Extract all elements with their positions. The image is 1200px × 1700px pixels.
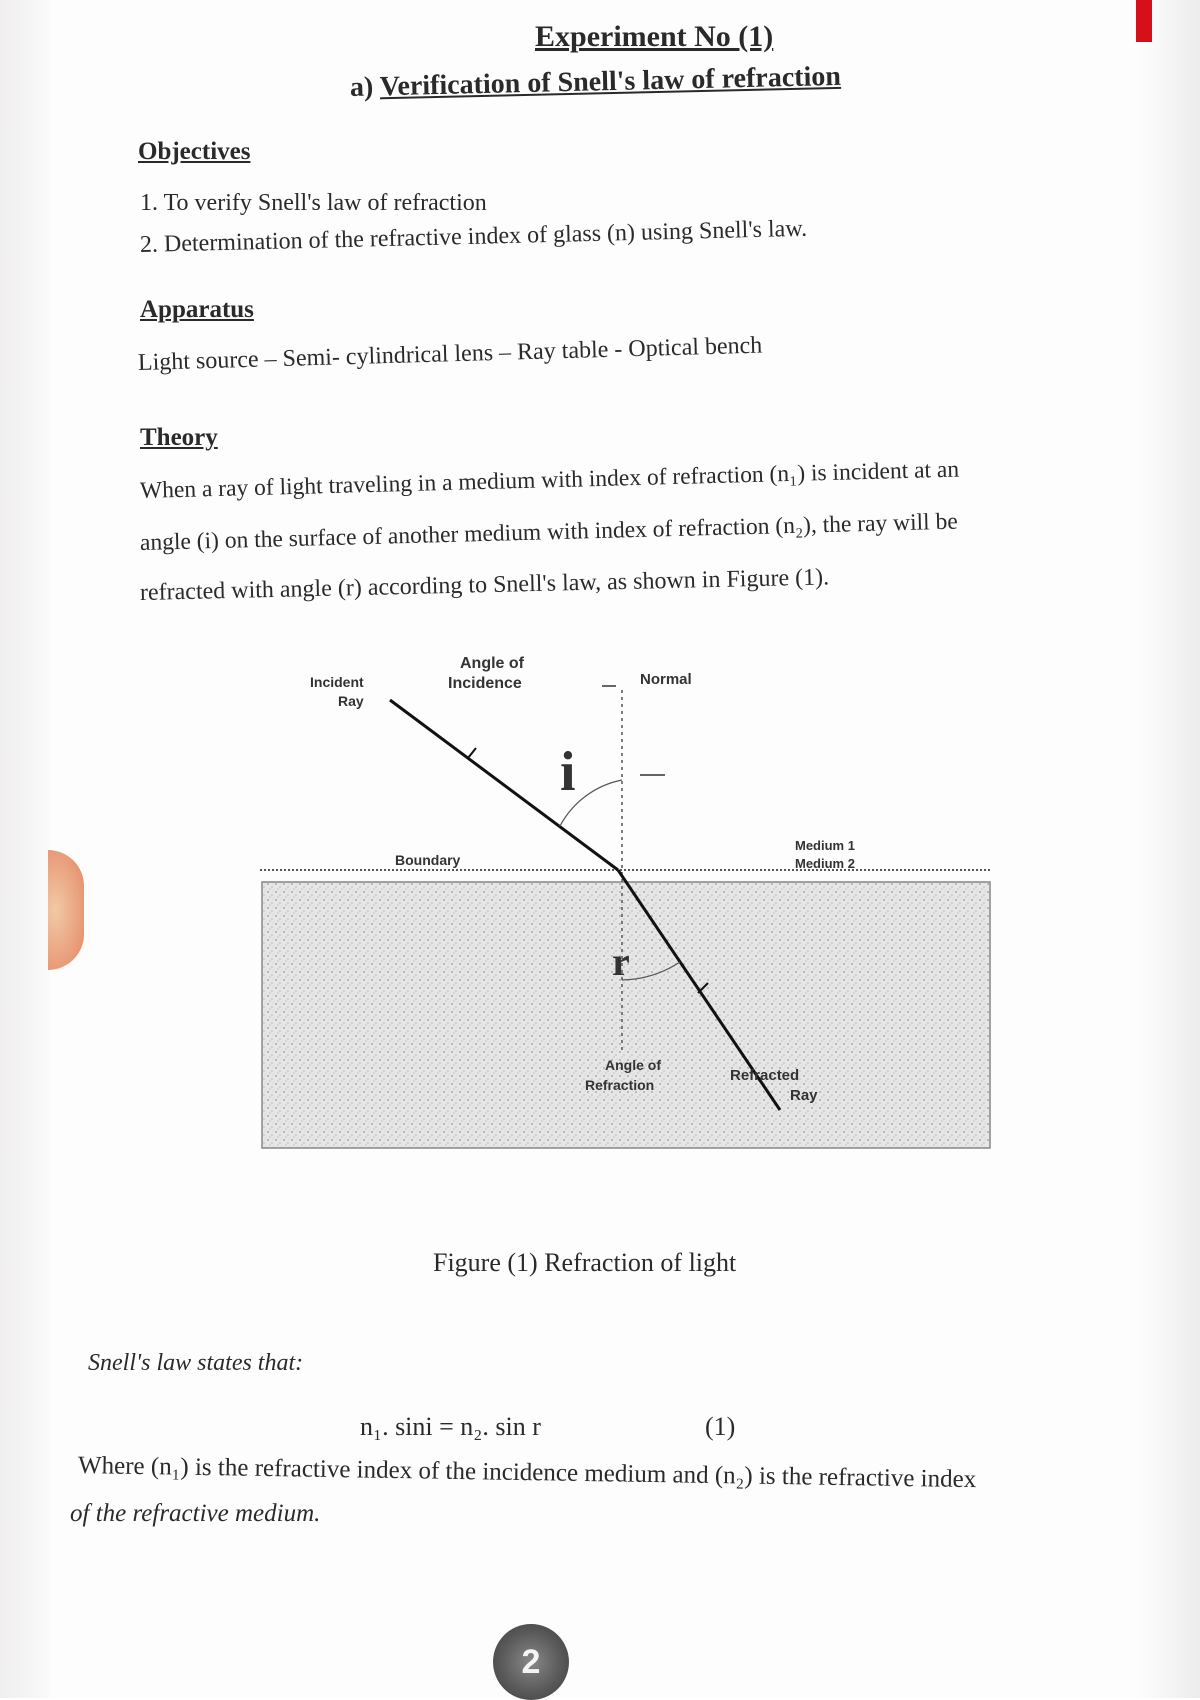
theory-line-3: refracted with angle (r) according to Snell's law, as shown in Figure (1). bbox=[139, 564, 830, 606]
label-normal: Normal bbox=[640, 671, 692, 688]
page-number-badge bbox=[493, 1624, 569, 1700]
label-r: r bbox=[612, 939, 630, 984]
objective-item-2: 2. Determination of the refractive index of glass (n) using Snell's law. bbox=[139, 215, 808, 258]
snell-where-line-1: Where (n₁) is the refractive index of the incidence medium and (n₂) is the refractive index bbox=[77, 1452, 977, 1494]
figure-caption: Figure (1) Refraction of light bbox=[433, 1248, 737, 1277]
experiment-title: Experiment No (1) bbox=[535, 20, 774, 53]
label-incident: Incident bbox=[310, 674, 364, 690]
objectives-heading: Objectives bbox=[138, 138, 251, 165]
subtitle-text: Verification of Snell's law of refraction bbox=[379, 60, 842, 103]
objective-item-1: 1. To verify Snell's law of refraction bbox=[140, 190, 487, 216]
snell-where-line-2: of the refractive medium. bbox=[70, 1500, 321, 1527]
page-number: 2 bbox=[521, 1642, 541, 1681]
apparatus-heading: Apparatus bbox=[140, 296, 254, 323]
incident-ray bbox=[390, 700, 618, 870]
label-medium-2: Medium 2 bbox=[795, 856, 855, 871]
label-incidence: Incidence bbox=[448, 675, 522, 692]
label-i: i bbox=[560, 741, 576, 803]
experiment-subtitle bbox=[350, 61, 842, 104]
label-ray: Ray bbox=[338, 693, 364, 709]
apparatus-text: Light source – Semi- cylindrical lens – Ray table - Optical bench bbox=[137, 332, 763, 376]
theory-line-1: When a ray of light traveling in a medium with index of refraction (n₁) is incident at an bbox=[139, 456, 960, 504]
subtitle-prefix: a) bbox=[349, 71, 374, 103]
snell-intro: Snell's law states that: bbox=[88, 1350, 304, 1376]
scan-left-shadow bbox=[0, 0, 50, 1698]
theory-line-2: angle (i) on the surface of another medium with index of refraction (n₂), the ray will be bbox=[139, 508, 959, 556]
medium-2-block bbox=[262, 882, 990, 1148]
red-page-tab bbox=[1136, 0, 1152, 42]
label-refracted-ray: Ray bbox=[790, 1087, 818, 1104]
equation-number: (1) bbox=[705, 1412, 736, 1441]
theory-heading: Theory bbox=[140, 424, 218, 451]
incident-arrow bbox=[468, 748, 476, 758]
thumb-image bbox=[48, 850, 84, 970]
refraction-figure bbox=[250, 650, 1000, 1160]
label-refracted: Refracted bbox=[730, 1067, 800, 1084]
label-boundary: Boundary bbox=[395, 852, 461, 868]
scan-right-edge bbox=[1140, 0, 1200, 1698]
label-medium-1: Medium 1 bbox=[795, 838, 855, 853]
label-angle-of-refraction-2: Refraction bbox=[585, 1077, 655, 1093]
label-angle-of: Angle of bbox=[460, 655, 524, 672]
label-angle-of-refraction-1: Angle of bbox=[605, 1057, 661, 1073]
snell-equation: n₁. sini = n₂. sin r bbox=[360, 1412, 541, 1441]
